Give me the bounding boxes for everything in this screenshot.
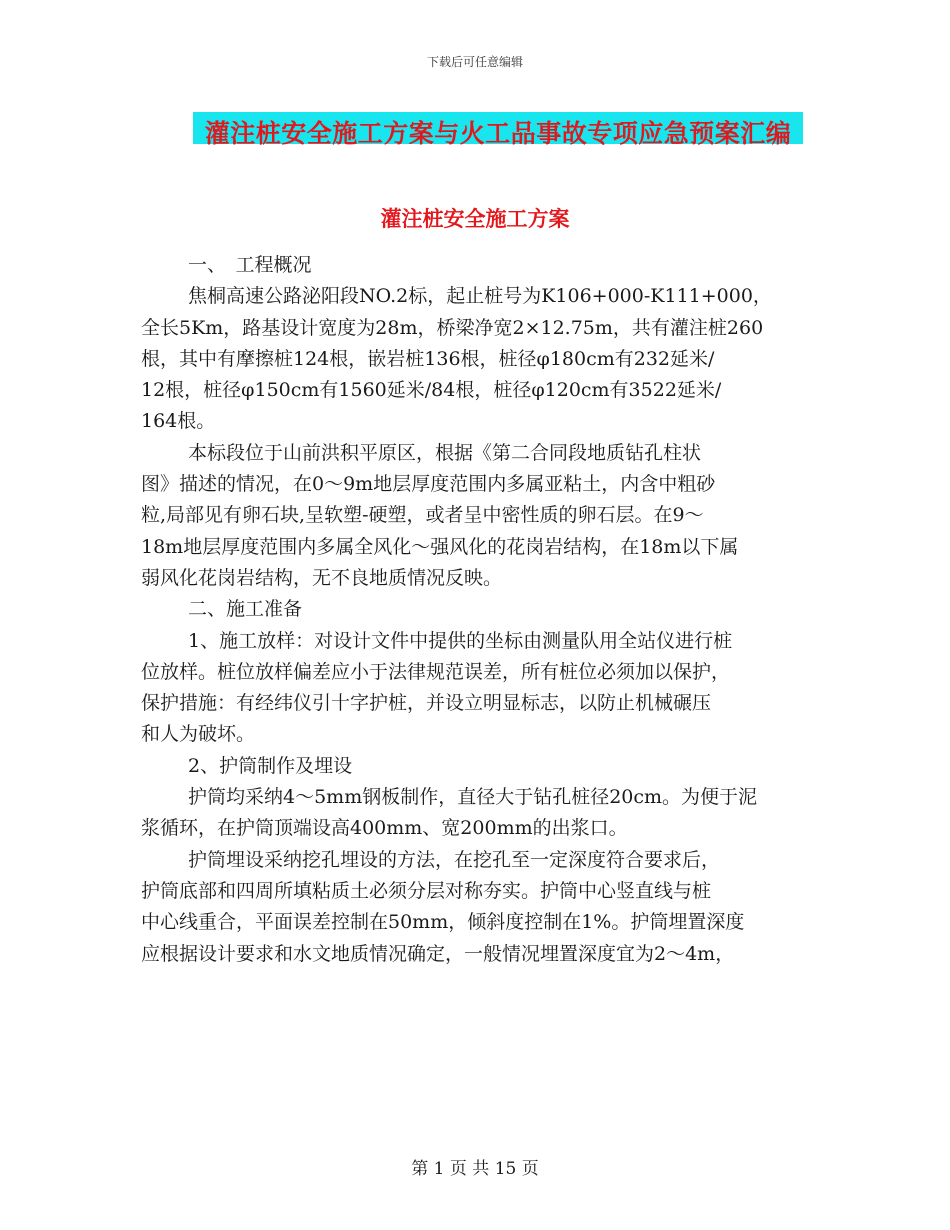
document-body <box>141 250 813 970</box>
header-note: 下载后可任意编辑 <box>426 55 523 69</box>
text-line: 2、护筒制作及埋设 <box>188 754 353 777</box>
text-line: 1、施工放样：对设计文件中提供的坐标由测量队用全站仪进行桩 <box>188 629 733 652</box>
text-line: 全长5Km，路基设计宽度为28m，桥梁净宽2×12.75m，共有灌注桩260 <box>141 316 764 339</box>
text-line: 18m地层厚度范围内多属全风化～强风化的花岗岩结构，在18m以下属 <box>141 535 739 558</box>
document-title: 灌注桩安全施工方案与火工品事故专项应急预案汇编 <box>204 119 792 148</box>
text-line: 二、施工准备 <box>188 598 303 621</box>
text-line: 和人为破坏。 <box>141 723 256 746</box>
text-line: 弱风化花岗岩结构，无不良地质情况反映。 <box>141 566 503 589</box>
section-title: 灌注桩安全施工方案 <box>380 206 570 231</box>
text-line: 图》描述的情况，在0～9m地层厚度范围内多属亚粘土，内含中粗砂 <box>141 473 716 496</box>
text-line: 中心线重合，平面误差控制在50mm，倾斜度控制在1%。护筒埋置深度 <box>141 911 745 934</box>
text-line: 一、 工程概况 <box>188 254 312 276</box>
text-line: 护筒底部和四周所填粘质土必须分层对称夯实。护筒中心竖直线与桩 <box>141 879 712 902</box>
document-title-highlight <box>193 112 803 148</box>
text-line: 护筒埋设采纳挖孔埋设的方法，在挖孔至一定深度符合要求后， <box>188 848 721 871</box>
text-line: 12根，桩径φ150cm有1560延米/84根，桩径φ120cm有3522延米/ <box>141 379 722 402</box>
text-line: 焦桐高速公路泌阳段NO.2标，起止桩号为K106+000-K111+000， <box>188 285 772 308</box>
text-line: 保护措施：有经纬仪引十字护桩，并设立明显标志，以防止机械碾压 <box>141 692 712 715</box>
text-line: 应根据设计要求和水文地质情况确定，一般情况埋置深度宜为2～4m， <box>141 942 735 965</box>
text-line: 本标段位于山前洪积平原区，根据《第二合同段地质钻孔柱状 <box>188 441 702 464</box>
text-line: 164根。 <box>141 410 216 433</box>
text-line: 护筒均采纳4～5mm钢板制作，直径大于钻孔桩径20cm。为便于泥 <box>188 786 758 809</box>
text-line: 位放样。桩位放样偏差应小于法律规范误差，所有桩位必须加以保护， <box>141 660 731 683</box>
text-line: 浆循环，在护筒顶端设高400mm、宽200mm的出浆口。 <box>141 817 628 840</box>
page-footer: 第 1 页 共 15 页 <box>411 1159 539 1179</box>
text-line: 根，其中有摩擦桩124根，嵌岩桩136根，桩径φ180cm有232延米/ <box>141 347 715 370</box>
text-line: 粒,局部见有卵石块,呈软塑-硬塑，或者呈中密性质的卵石层。在9～ <box>141 504 704 527</box>
